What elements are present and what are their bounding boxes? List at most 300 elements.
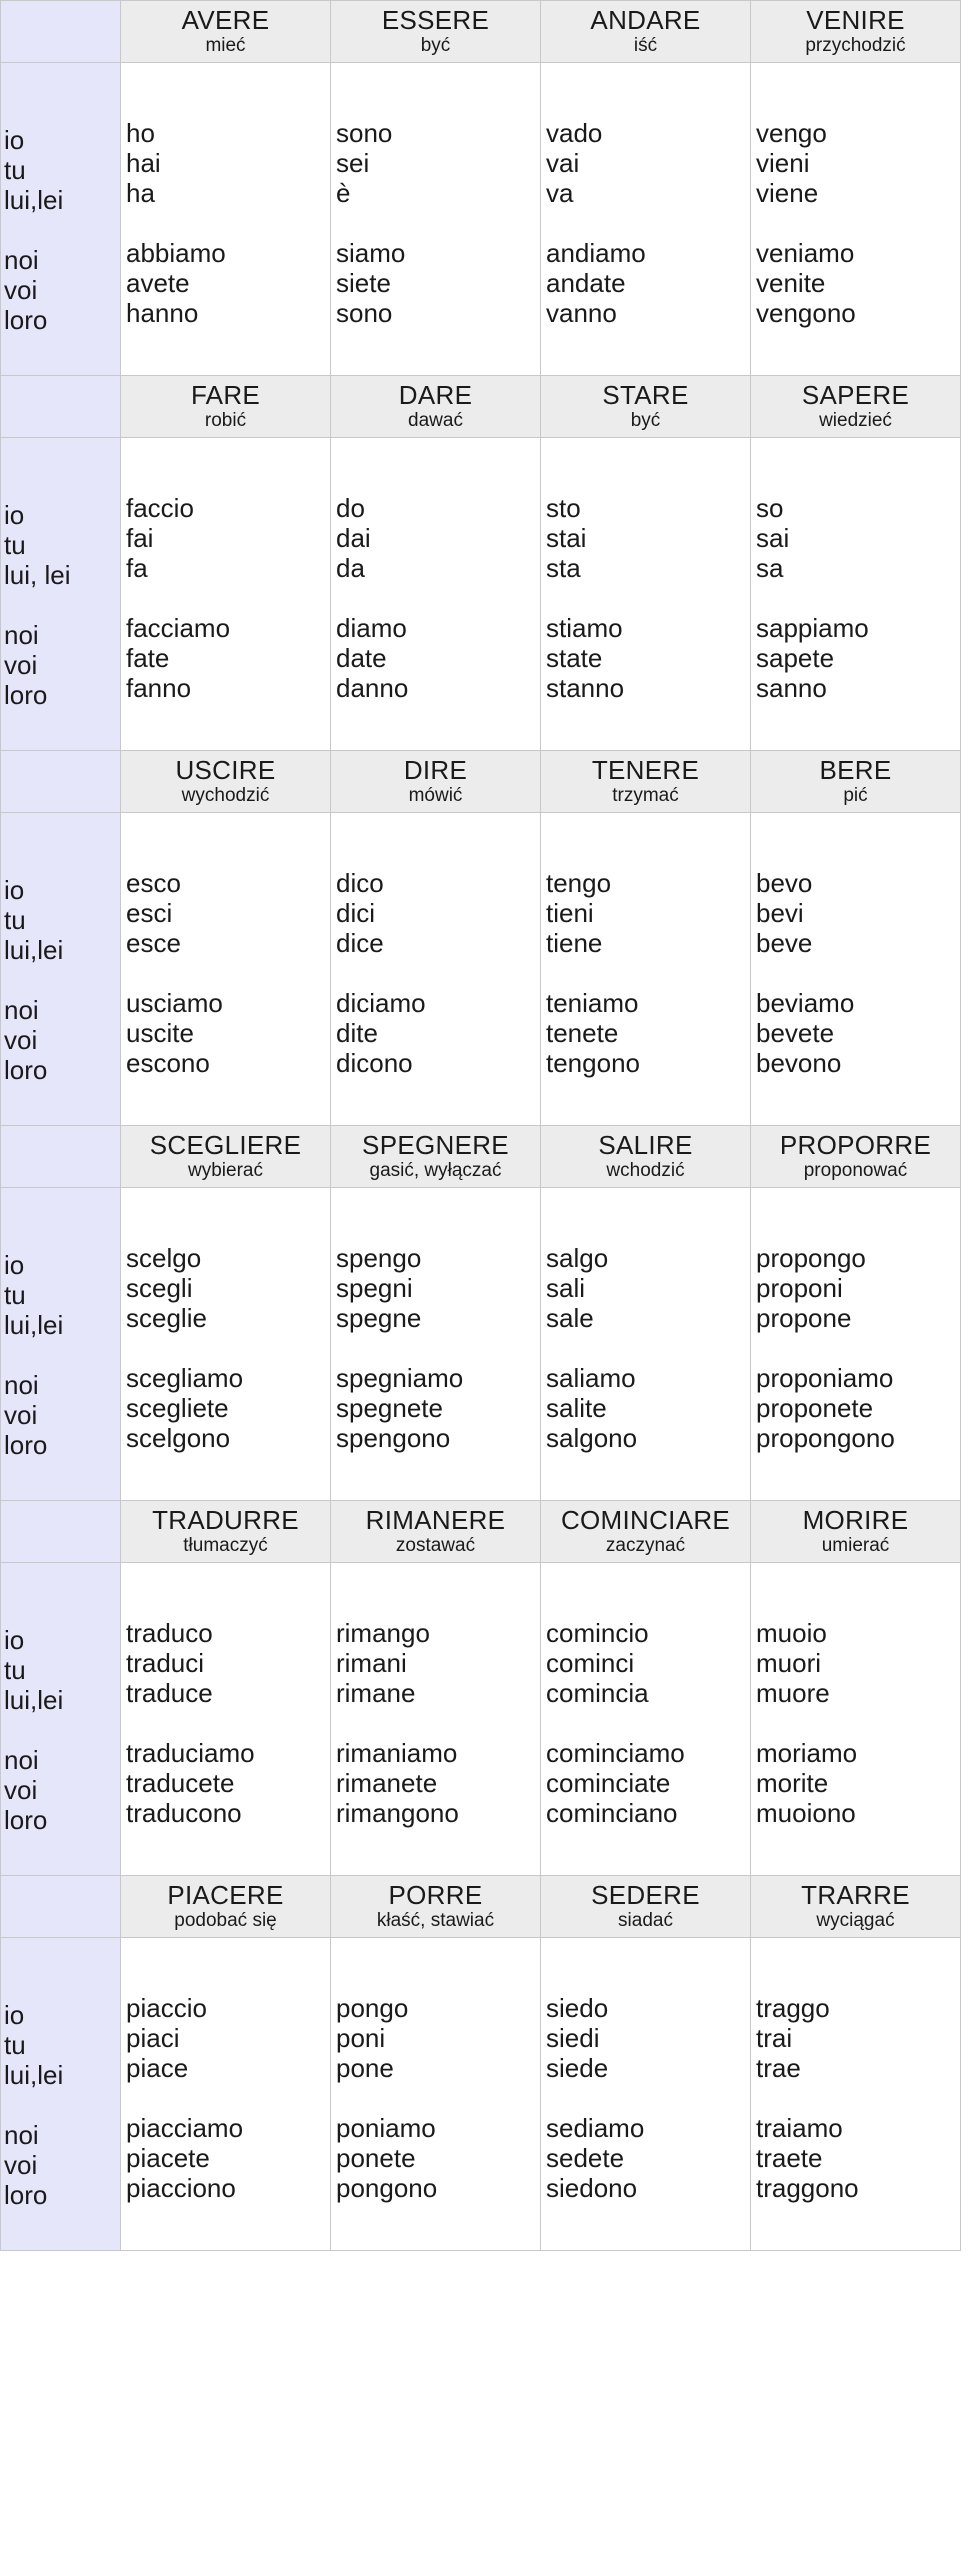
conjugated-form: cominciamo bbox=[546, 1738, 685, 1768]
conjugated-forms bbox=[331, 1188, 540, 1453]
verb-infinitive: DARE bbox=[398, 380, 473, 410]
conjugated-form: cominciano bbox=[546, 1798, 678, 1828]
verb-infinitive: RIMANERE bbox=[365, 1505, 506, 1535]
verb-header-cell bbox=[331, 751, 541, 813]
conjugated-form: andate bbox=[546, 268, 626, 298]
spacer bbox=[336, 1333, 540, 1363]
verb-translation: siadać bbox=[618, 1910, 673, 1931]
verb-header-cell bbox=[751, 1501, 961, 1563]
conjugated-form: trai bbox=[756, 2023, 793, 2053]
conjugated-forms bbox=[121, 1563, 330, 1828]
verb-header-cell bbox=[541, 1, 751, 63]
verb-header-cell bbox=[331, 1126, 541, 1188]
header-corner-cell bbox=[1, 1126, 121, 1188]
verb-header-row bbox=[1, 1126, 961, 1188]
conjugated-forms bbox=[121, 813, 330, 1078]
pronoun-list bbox=[1, 1188, 120, 1460]
conjugated-form: spengono bbox=[336, 1423, 451, 1453]
verb-infinitive: PORRE bbox=[388, 1880, 483, 1910]
conjugated-form: uscite bbox=[126, 1018, 194, 1048]
conjugated-form: traduci bbox=[126, 1648, 205, 1678]
conjugated-forms bbox=[541, 1188, 750, 1453]
conjugated-form: piace bbox=[126, 2053, 189, 2083]
conjugated-form: spegnete bbox=[336, 1393, 443, 1423]
conjugated-form: morite bbox=[756, 1768, 829, 1798]
conjugated-form: sceglie bbox=[126, 1303, 207, 1333]
conjugated-form: abbiamo bbox=[126, 238, 226, 268]
conjugated-form: piaci bbox=[126, 2023, 180, 2053]
verb-header-cell bbox=[751, 376, 961, 438]
pronoun: io bbox=[4, 875, 25, 905]
conjugated-form: muore bbox=[756, 1678, 830, 1708]
conjugated-form: dice bbox=[336, 928, 384, 958]
verb-header-row bbox=[1, 1, 961, 63]
verb-header-cell bbox=[541, 751, 751, 813]
conjugated-form: poni bbox=[336, 2023, 386, 2053]
conjugated-form: siete bbox=[336, 268, 391, 298]
conjugation-cell bbox=[751, 1188, 961, 1501]
conjugated-form: esci bbox=[126, 898, 173, 928]
conjugated-form: piacciamo bbox=[126, 2113, 244, 2143]
verb-translation: wybierać bbox=[188, 1160, 263, 1181]
verb-header-cell bbox=[331, 1876, 541, 1938]
spacer bbox=[756, 2083, 960, 2113]
spacer bbox=[4, 1715, 120, 1745]
verb-infinitive: TRADURRE bbox=[152, 1505, 299, 1535]
conjugated-form: rimanete bbox=[336, 1768, 438, 1798]
spacer bbox=[756, 958, 960, 988]
conjugation-cell bbox=[541, 813, 751, 1126]
pronoun: loro bbox=[4, 1430, 48, 1460]
verb-header-cell bbox=[541, 1126, 751, 1188]
pronoun-list bbox=[1, 63, 120, 335]
conjugation-cell bbox=[331, 63, 541, 376]
conjugated-forms bbox=[331, 438, 540, 703]
spacer bbox=[546, 958, 750, 988]
conjugated-forms bbox=[751, 1188, 960, 1453]
conjugated-form: sta bbox=[546, 553, 581, 583]
pronoun-cell bbox=[1, 1938, 121, 2251]
spacer bbox=[126, 1708, 330, 1738]
conjugated-form: comincio bbox=[546, 1618, 649, 1648]
conjugated-form: avete bbox=[126, 268, 190, 298]
spacer bbox=[4, 590, 120, 620]
header-corner-cell bbox=[1, 1876, 121, 1938]
verb-translation: trzymać bbox=[612, 785, 679, 806]
pronoun: tu bbox=[4, 2030, 26, 2060]
verb-header-cell bbox=[751, 1, 961, 63]
conjugated-form: traggo bbox=[756, 1993, 830, 2023]
verb-infinitive: ESSERE bbox=[381, 5, 490, 35]
verb-translation: dawać bbox=[408, 410, 463, 431]
pronoun: noi bbox=[4, 245, 39, 275]
conjugated-form: sanno bbox=[756, 673, 827, 703]
spacer bbox=[546, 1333, 750, 1363]
verb-header-cell bbox=[541, 376, 751, 438]
pronoun-cell bbox=[1, 1563, 121, 1876]
pronoun: io bbox=[4, 500, 25, 530]
verb-infinitive: MORIRE bbox=[802, 1505, 909, 1535]
conjugated-form: dico bbox=[336, 868, 384, 898]
conjugated-form: fate bbox=[126, 643, 170, 673]
conjugated-form: poniamo bbox=[336, 2113, 436, 2143]
conjugated-form: traduco bbox=[126, 1618, 213, 1648]
conjugated-form: tieni bbox=[546, 898, 594, 928]
spacer bbox=[336, 2083, 540, 2113]
verb-translation: wyciągać bbox=[816, 1910, 895, 1931]
conjugation-row bbox=[1, 813, 961, 1126]
conjugated-form: sa bbox=[756, 553, 784, 583]
conjugated-form: piacete bbox=[126, 2143, 210, 2173]
pronoun: lui,lei bbox=[4, 185, 64, 215]
conjugated-form: traiamo bbox=[756, 2113, 843, 2143]
conjugated-forms bbox=[751, 1563, 960, 1828]
conjugated-forms bbox=[121, 1188, 330, 1453]
conjugated-form: muoiono bbox=[756, 1798, 856, 1828]
spacer bbox=[336, 583, 540, 613]
conjugated-form: stiamo bbox=[546, 613, 623, 643]
conjugated-form: piaccio bbox=[126, 1993, 207, 2023]
pronoun: lui, lei bbox=[4, 560, 71, 590]
verb-translation: wychodzić bbox=[181, 785, 270, 806]
verb-translation: umierać bbox=[821, 1535, 890, 1556]
conjugated-form: sedete bbox=[546, 2143, 625, 2173]
conjugation-cell bbox=[331, 438, 541, 751]
pronoun: loro bbox=[4, 2180, 48, 2210]
verb-translation: zaczynać bbox=[605, 1535, 686, 1556]
conjugated-form: vado bbox=[546, 118, 603, 148]
conjugation-cell bbox=[331, 1938, 541, 2251]
pronoun-cell bbox=[1, 438, 121, 751]
header-corner-cell bbox=[1, 1, 121, 63]
conjugation-row bbox=[1, 1938, 961, 2251]
conjugated-form: vengono bbox=[756, 298, 856, 328]
conjugation-cell bbox=[751, 813, 961, 1126]
spacer bbox=[126, 958, 330, 988]
verb-header-cell bbox=[121, 1501, 331, 1563]
conjugated-form: traducete bbox=[126, 1768, 235, 1798]
conjugated-form: vengo bbox=[756, 118, 827, 148]
conjugated-form: viene bbox=[756, 178, 819, 208]
pronoun: voi bbox=[4, 1025, 38, 1055]
conjugated-form: cominci bbox=[546, 1648, 635, 1678]
pronoun-cell bbox=[1, 63, 121, 376]
conjugation-cell bbox=[541, 1938, 751, 2251]
conjugated-form: traete bbox=[756, 2143, 823, 2173]
conjugated-form: vanno bbox=[546, 298, 617, 328]
conjugated-form: sale bbox=[546, 1303, 594, 1333]
verb-infinitive: SEDERE bbox=[591, 1880, 700, 1910]
conjugated-form: stanno bbox=[546, 673, 625, 703]
verb-header-cell bbox=[121, 1, 331, 63]
conjugated-forms bbox=[541, 1563, 750, 1828]
spacer bbox=[336, 1708, 540, 1738]
verb-translation: wiedzieć bbox=[819, 410, 892, 431]
conjugated-form: saliamo bbox=[546, 1363, 636, 1393]
conjugated-forms bbox=[121, 63, 330, 328]
pronoun: io bbox=[4, 1250, 25, 1280]
conjugated-form: spegne bbox=[336, 1303, 422, 1333]
verb-infinitive: USCIRE bbox=[175, 755, 276, 785]
conjugated-form: teniamo bbox=[546, 988, 639, 1018]
conjugated-form: andiamo bbox=[546, 238, 646, 268]
spacer bbox=[546, 208, 750, 238]
spacer bbox=[4, 215, 120, 245]
conjugation-row bbox=[1, 63, 961, 376]
verb-header-cell bbox=[121, 376, 331, 438]
pronoun: loro bbox=[4, 680, 48, 710]
verb-header-cell bbox=[121, 1126, 331, 1188]
conjugated-form: usciamo bbox=[126, 988, 223, 1018]
conjugated-form: traducono bbox=[126, 1798, 242, 1828]
spacer bbox=[4, 1340, 120, 1370]
conjugation-cell bbox=[121, 1563, 331, 1876]
conjugation-cell bbox=[331, 1563, 541, 1876]
pronoun: noi bbox=[4, 2120, 39, 2150]
pronoun: loro bbox=[4, 1805, 48, 1835]
conjugation-cell bbox=[541, 438, 751, 751]
conjugated-form: moriamo bbox=[756, 1738, 858, 1768]
conjugated-form: piacciono bbox=[126, 2173, 236, 2203]
spacer bbox=[126, 1333, 330, 1363]
conjugated-form: scegliamo bbox=[126, 1363, 244, 1393]
conjugated-form: rimane bbox=[336, 1678, 416, 1708]
conjugated-form: state bbox=[546, 643, 603, 673]
conjugated-form: salgo bbox=[546, 1243, 609, 1273]
conjugated-forms bbox=[751, 63, 960, 328]
conjugated-form: traggono bbox=[756, 2173, 859, 2203]
verb-header-cell bbox=[541, 1501, 751, 1563]
conjugated-form: sappiamo bbox=[756, 613, 869, 643]
verb-translation: pić bbox=[843, 785, 868, 806]
conjugated-form: so bbox=[756, 493, 784, 523]
conjugated-forms bbox=[541, 1938, 750, 2203]
conjugated-form: vai bbox=[546, 148, 580, 178]
conjugated-form: siedo bbox=[546, 1993, 609, 2023]
conjugated-form: tengono bbox=[546, 1048, 640, 1078]
conjugated-form: dicono bbox=[336, 1048, 413, 1078]
conjugated-form: rimango bbox=[336, 1618, 430, 1648]
verb-translation: podobać się bbox=[174, 1910, 277, 1931]
verb-infinitive: AVERE bbox=[181, 5, 270, 35]
conjugation-cell bbox=[541, 1188, 751, 1501]
conjugated-form: spegniamo bbox=[336, 1363, 464, 1393]
conjugated-form: sto bbox=[546, 493, 581, 523]
conjugated-form: escono bbox=[126, 1048, 210, 1078]
verb-translation: mówić bbox=[408, 785, 463, 806]
conjugated-form: siedono bbox=[546, 2173, 638, 2203]
verb-translation: mieć bbox=[205, 35, 246, 56]
pronoun: tu bbox=[4, 1280, 26, 1310]
conjugation-cell bbox=[121, 63, 331, 376]
conjugated-forms bbox=[331, 1563, 540, 1828]
conjugated-form: dite bbox=[336, 1018, 378, 1048]
conjugated-forms bbox=[331, 813, 540, 1078]
conjugated-form: proponete bbox=[756, 1393, 874, 1423]
pronoun: io bbox=[4, 2000, 25, 2030]
conjugation-row bbox=[1, 438, 961, 751]
conjugated-forms bbox=[121, 438, 330, 703]
spacer bbox=[4, 965, 120, 995]
verb-infinitive: SCEGLIERE bbox=[149, 1130, 302, 1160]
conjugated-form: da bbox=[336, 553, 365, 583]
conjugated-form: comincia bbox=[546, 1678, 649, 1708]
verb-translation: iść bbox=[633, 35, 658, 56]
conjugated-form: diamo bbox=[336, 613, 407, 643]
conjugated-form: bevono bbox=[756, 1048, 842, 1078]
conjugated-form: beviamo bbox=[756, 988, 855, 1018]
conjugation-cell bbox=[121, 1188, 331, 1501]
conjugated-form: trae bbox=[756, 2053, 801, 2083]
spacer bbox=[756, 1333, 960, 1363]
conjugated-forms bbox=[331, 1938, 540, 2203]
conjugated-form: proponiamo bbox=[756, 1363, 894, 1393]
conjugated-form: stai bbox=[546, 523, 587, 553]
conjugated-form: sali bbox=[546, 1273, 586, 1303]
conjugated-forms bbox=[751, 813, 960, 1078]
spacer bbox=[756, 583, 960, 613]
conjugation-cell bbox=[751, 1563, 961, 1876]
conjugated-form: dai bbox=[336, 523, 371, 553]
pronoun: lui,lei bbox=[4, 935, 64, 965]
header-corner-cell bbox=[1, 376, 121, 438]
conjugated-form: spengo bbox=[336, 1243, 422, 1273]
conjugated-form: bevo bbox=[756, 868, 813, 898]
conjugated-form: propongo bbox=[756, 1243, 866, 1273]
pronoun: noi bbox=[4, 1745, 39, 1775]
conjugated-form: tiene bbox=[546, 928, 603, 958]
verb-header-row bbox=[1, 1876, 961, 1938]
conjugation-cell bbox=[121, 438, 331, 751]
verb-translation: przychodzić bbox=[805, 35, 906, 56]
pronoun-list bbox=[1, 438, 120, 710]
conjugated-form: pone bbox=[336, 2053, 394, 2083]
pronoun: tu bbox=[4, 155, 26, 185]
conjugated-form: fai bbox=[126, 523, 154, 553]
conjugation-cell bbox=[121, 1938, 331, 2251]
verb-infinitive: STARE bbox=[602, 380, 689, 410]
conjugated-form: venite bbox=[756, 268, 826, 298]
conjugated-form: muori bbox=[756, 1648, 822, 1678]
conjugation-cell bbox=[331, 813, 541, 1126]
verb-infinitive: FARE bbox=[190, 380, 261, 410]
conjugation-cell bbox=[121, 813, 331, 1126]
spacer bbox=[546, 1708, 750, 1738]
spacer bbox=[4, 2090, 120, 2120]
conjugated-form: dici bbox=[336, 898, 376, 928]
conjugation-cell bbox=[751, 1938, 961, 2251]
pronoun: loro bbox=[4, 305, 48, 335]
conjugated-form: scelgono bbox=[126, 1423, 231, 1453]
conjugated-form: veniamo bbox=[756, 238, 855, 268]
spacer bbox=[756, 1708, 960, 1738]
pronoun: voi bbox=[4, 275, 38, 305]
header-corner-cell bbox=[1, 751, 121, 813]
verb-infinitive: PROPORRE bbox=[779, 1130, 932, 1160]
verb-translation: zostawać bbox=[395, 1535, 476, 1556]
conjugated-form: cominciate bbox=[546, 1768, 671, 1798]
conjugation-cell bbox=[541, 63, 751, 376]
conjugated-form: rimangono bbox=[336, 1798, 459, 1828]
conjugated-forms bbox=[541, 813, 750, 1078]
verb-infinitive: ANDARE bbox=[590, 5, 701, 35]
pronoun-list bbox=[1, 813, 120, 1085]
verb-translation: wchodzić bbox=[606, 1160, 685, 1181]
conjugated-form: sediamo bbox=[546, 2113, 645, 2143]
conjugated-forms bbox=[121, 1938, 330, 2203]
verb-header-cell bbox=[331, 1, 541, 63]
spacer bbox=[126, 583, 330, 613]
conjugated-form: siede bbox=[546, 2053, 609, 2083]
verb-translation: kłaść, stawiać bbox=[376, 1910, 495, 1931]
pronoun: voi bbox=[4, 1400, 38, 1430]
pronoun: tu bbox=[4, 905, 26, 935]
verb-infinitive: COMINCIARE bbox=[560, 1505, 731, 1535]
conjugated-form: danno bbox=[336, 673, 409, 703]
verb-header-cell bbox=[751, 1876, 961, 1938]
conjugated-form: muoio bbox=[756, 1618, 827, 1648]
verb-header-row bbox=[1, 376, 961, 438]
conjugated-form: hanno bbox=[126, 298, 199, 328]
verb-translation: proponować bbox=[803, 1160, 908, 1181]
verb-translation: gasić, wyłączać bbox=[369, 1160, 502, 1181]
conjugated-form: salite bbox=[546, 1393, 607, 1423]
conjugated-form: date bbox=[336, 643, 387, 673]
header-corner-cell bbox=[1, 1501, 121, 1563]
conjugated-form: traduce bbox=[126, 1678, 213, 1708]
conjugated-form: faccio bbox=[126, 493, 194, 523]
conjugated-form: spegni bbox=[336, 1273, 413, 1303]
conjugated-form: fanno bbox=[126, 673, 192, 703]
conjugated-form: esce bbox=[126, 928, 181, 958]
verb-header-row bbox=[1, 1501, 961, 1563]
conjugated-forms bbox=[541, 63, 750, 328]
spacer bbox=[126, 208, 330, 238]
verb-infinitive: DIRE bbox=[403, 755, 468, 785]
conjugated-form: bevi bbox=[756, 898, 804, 928]
verb-infinitive: VENIRE bbox=[806, 5, 905, 35]
spacer bbox=[336, 958, 540, 988]
pronoun-list bbox=[1, 1563, 120, 1835]
spacer bbox=[336, 208, 540, 238]
pronoun: noi bbox=[4, 995, 39, 1025]
spacer bbox=[756, 208, 960, 238]
conjugated-forms bbox=[541, 438, 750, 703]
pronoun: noi bbox=[4, 1370, 39, 1400]
conjugated-form: sono bbox=[336, 118, 393, 148]
conjugation-row bbox=[1, 1188, 961, 1501]
verb-translation: robić bbox=[204, 410, 247, 431]
conjugated-form: diciamo bbox=[336, 988, 426, 1018]
spacer bbox=[126, 2083, 330, 2113]
conjugated-form: sei bbox=[336, 148, 370, 178]
conjugated-form: propongono bbox=[756, 1423, 895, 1453]
conjugated-form: beve bbox=[756, 928, 813, 958]
conjugated-form: rimani bbox=[336, 1648, 407, 1678]
pronoun: tu bbox=[4, 1655, 26, 1685]
conjugated-form: siedi bbox=[546, 2023, 600, 2053]
pronoun: io bbox=[4, 1625, 25, 1655]
conjugation-row bbox=[1, 1563, 961, 1876]
conjugated-form: ho bbox=[126, 118, 155, 148]
verb-infinitive: SPEGNERE bbox=[362, 1130, 509, 1160]
spacer bbox=[546, 583, 750, 613]
pronoun: noi bbox=[4, 620, 39, 650]
verb-header-row bbox=[1, 751, 961, 813]
conjugated-form: salgono bbox=[546, 1423, 638, 1453]
conjugated-form: sono bbox=[336, 298, 393, 328]
conjugated-form: pongono bbox=[336, 2173, 438, 2203]
